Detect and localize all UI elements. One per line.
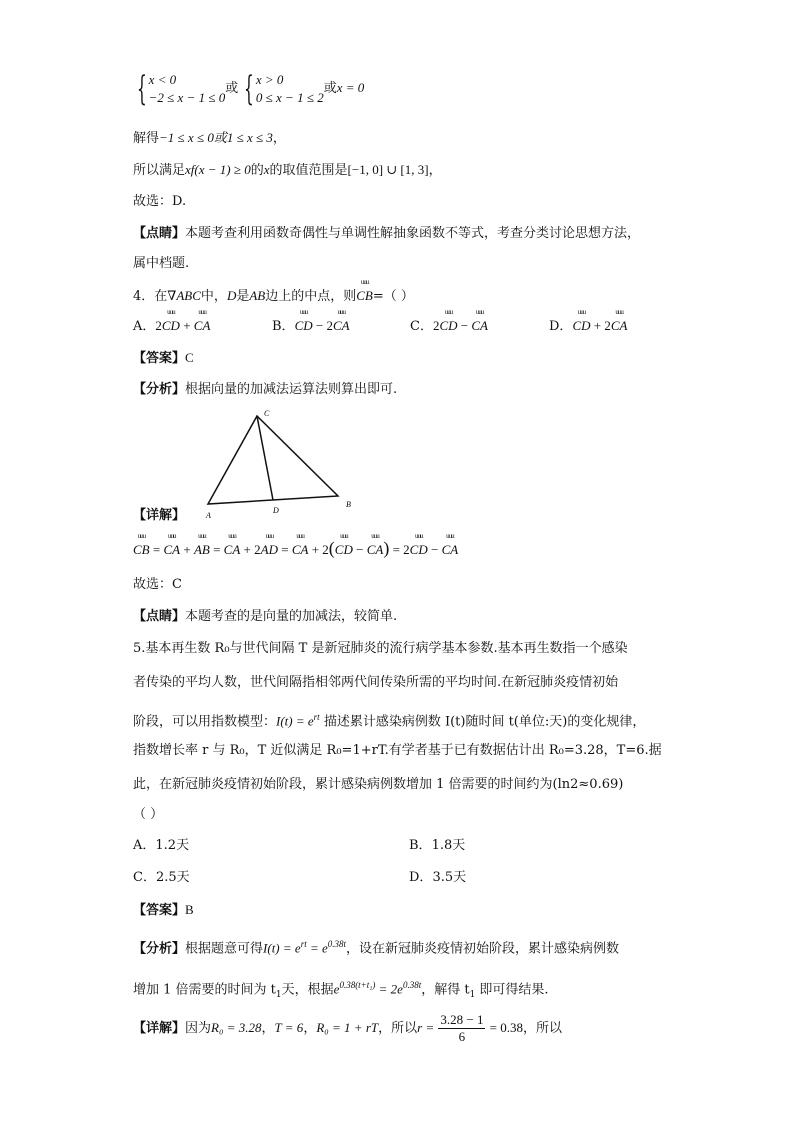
label-a: A	[206, 511, 211, 520]
q5-stem-line-1: 5.基本再生数 R₀与世代间隔 T 是新冠肺炎的流行病学基本参数.基本再生数指一个感染	[133, 641, 628, 656]
left-brace: {	[244, 68, 254, 109]
q4-detail: 【详解】	[133, 508, 186, 523]
q4-choice: 故选：C	[133, 577, 182, 592]
system-1: x < 0 −2 ≤ x − 1 ≤ 0	[148, 71, 226, 105]
q4-detail-equation: uuu CB = uuu CA + uuu AB = uuu CA + 2uuu AD = uuu CA + 2(uuu CD − uuu CA) = 2uuu CD − uuu CA	[133, 538, 458, 561]
q5-paren: （ ）	[133, 807, 164, 822]
label-c: C	[264, 409, 270, 418]
q5-answer: 【答案】B	[133, 902, 194, 918]
q5-stem-line-4: 指数增长率 r 与 R₀，T 近似满足 R₀=1+rT.有学者基于已有数据估计出 R₀=3.28，T=6.据	[133, 743, 662, 758]
solution-systems	[131, 68, 364, 109]
q3-comment: 【点睛】本题考查利用函数奇偶性与单调性解抽象函数不等式，考查分类讨论思想方法，	[133, 226, 641, 241]
q5-option-d[interactable]: D．3.5天	[409, 870, 467, 885]
q5-analysis-line-2: 增加 1 倍需要的时间为 $t_1$天，根据$e^{0.38(t+t_1)} = 2e^{0.38t}$，解得 $t_1$ 即可得结果.	[133, 980, 549, 1000]
q5-stem-line-5: 此，在新冠肺炎疫情初始阶段，累计感染病例数增加 1 倍需要的时间约为(ln2≈0.69)	[133, 777, 624, 792]
system-2: x > 0 0 ≤ x − 1 ≤ 2	[255, 71, 324, 105]
label-d: D	[273, 506, 279, 515]
q4-option-c[interactable]: C．2uuu CD − uuu CA	[410, 316, 488, 337]
q5-option-b[interactable]: B．1.8天	[409, 838, 466, 853]
q5-stem-line-2: 者传染的平均人数，世代间隔指相邻两代间传染所需的平均时间.在新冠肺炎疫情初始	[133, 675, 619, 690]
q5-option-c[interactable]: C．2.5天	[133, 870, 190, 885]
left-brace: {	[136, 68, 147, 109]
label-b: B	[346, 500, 351, 509]
q5-analysis-line-1: 【分析】根据题意可得$I(t) = e^{rt} = e^{0.38t}$，设在新冠肺炎疫情初始阶段，累计感染病例数	[133, 939, 620, 957]
q4-option-d[interactable]: D．uuu CD + 2uuu CA	[549, 316, 627, 337]
fraction: $\frac{3.28 - 1}{6}$	[440, 1012, 484, 1044]
triangle-figure	[200, 406, 370, 522]
q4-answer: 【答案】C	[133, 350, 194, 366]
q4-analysis: 【分析】根据向量的加减法运算法则算出即可.	[133, 382, 398, 397]
q4-option-a[interactable]: A．2uuu CD + uuu CA	[133, 316, 210, 337]
q4-option-b[interactable]: B．uuu CD − 2uuu CA	[272, 316, 350, 337]
triangle-abc	[208, 416, 338, 504]
or-text: 或	[323, 81, 337, 96]
q5-detail: 【详解】因为R₀ = 3.28，T = 6，R₀ = 1 + rT，所以r = $\frac{3.28 - 1}{6}$ = 0.38，所以	[133, 1012, 562, 1044]
q4-stem: 4．在∇ABC中，D是AB边上的中点，则uuu CB=（ ）	[133, 286, 414, 307]
x-eq-zero: x = 0	[336, 80, 365, 95]
q5-option-a[interactable]: A．1.2天	[133, 838, 190, 853]
solve-line: 解得−1 ≤ x ≤ 0或1 ≤ x ≤ 3，	[133, 130, 286, 146]
q4-comment: 【点睛】本题考查的是向量的加减法，较简单.	[133, 609, 398, 624]
q3-choice: 故选：D.	[133, 194, 187, 209]
or-text: 或	[225, 81, 239, 96]
q5-stem-line-3: 阶段，可以用指数模型：$I(t) = e^{rt}$ 描述累计感染病例数 I(t)随时间 t(单位:天)的变化规律，	[133, 712, 646, 730]
q3-comment-cont: 属中档题.	[133, 256, 190, 271]
range-line: 所以满足xf(x − 1) ≥ 0的x的取值范围是[−1, 0] ∪ [1, 3]，	[133, 162, 442, 178]
